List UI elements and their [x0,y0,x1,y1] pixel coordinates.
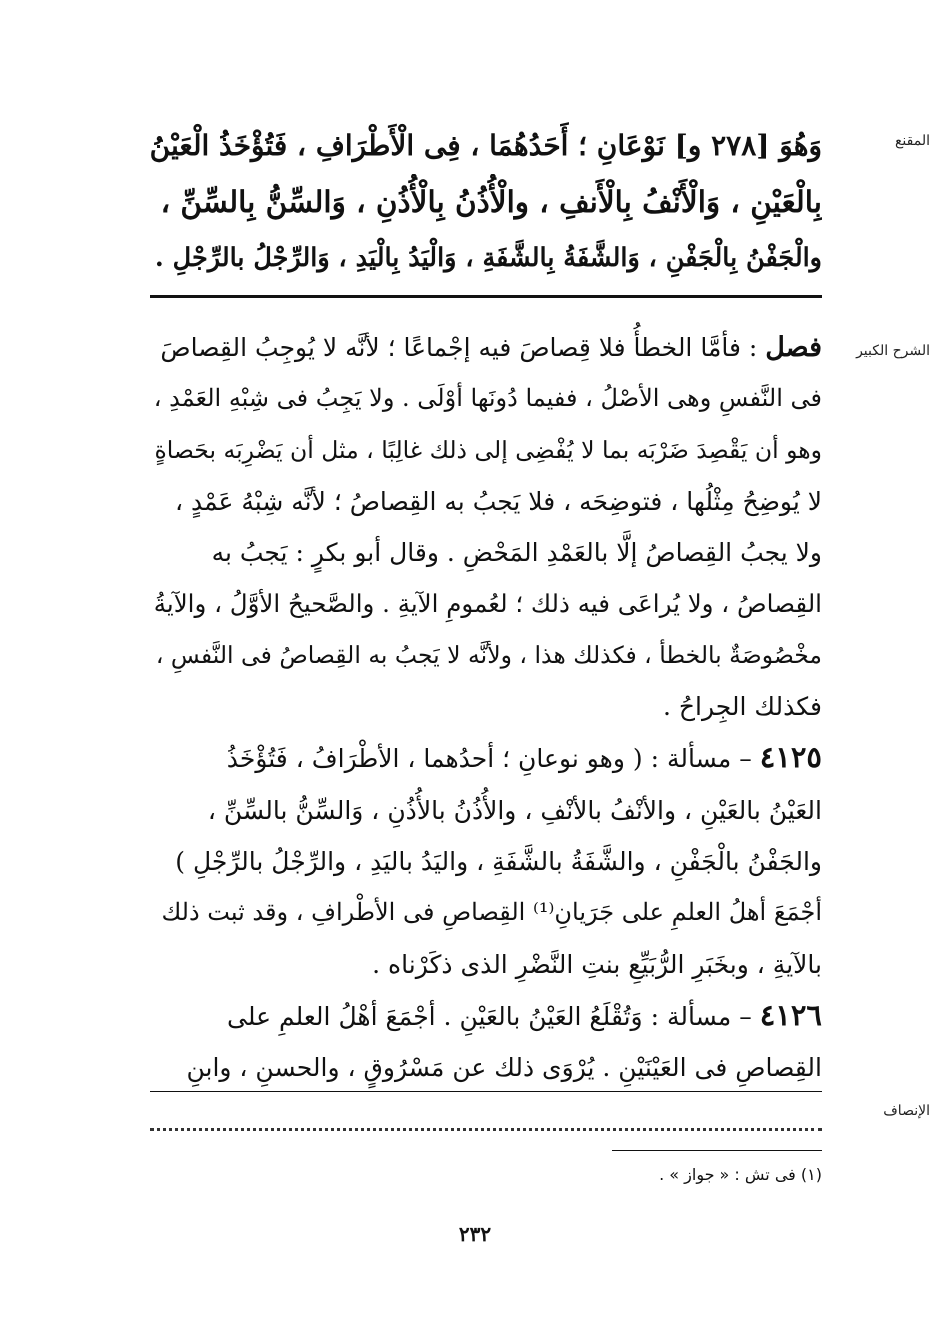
footnote: (١) فى تش : « جواز » . [659,1165,822,1184]
sharh-line: العَيْنُ بالعَيْنِ ، والأنْفُ بالأنْفِ ، والأُذُنُ بالأُذُنِ ، وَالسِّنُّ بالسِّنِّ ، [207,795,822,825]
sharh-line: مخْصُوصَةٌ بالخطأ ، فكذلك هذا ، ولأنَّه لا يَجبُ به القِصاصُ فى النَّفسِ ، [155,640,822,669]
issue-text: – مسألة : وَتُقْلَعُ العَيْنُ بالعَيْنِ . أجْمَعَ أهْلُ العلمِ على [226,1001,760,1031]
sharh-text [150,322,822,1093]
sharh-line: فكذلك الجِراحُ . [663,692,822,722]
matn-line: بِالْعَيْنِ ، وَالْأَنْفُ بِالْأَنفِ ، والْأُذُنُ بِالْأُذُنِ ، وَالسِّنُّ بِالسِّنِّ ، [160,184,822,219]
sharh-line: بالآيةِ ، وبخَبَرِ الرُّبَيِّعِ بنتِ النَّضْرِ الذى ذكَرْناه . [372,949,822,979]
sharh-line: وهو أن يَقْصِدَ ضَرْبَه بما لا يُفْضِى إلى ذلك غالِبًا ، مثل أن يَضْرِبَه بحَصاةٍ [154,435,822,464]
margin-label-sharh: الشرح الكبير [856,343,930,359]
sharh-line: القِصاصِ فى العَيْنَيْنِ . يُرْوَى ذلك عن مَسْرُوقٍ ، والحسنِ ، وابنِ [186,1053,822,1083]
issue-heading-line [150,732,822,784]
issue-text: – مسألة : ( وهو نوعانِ ؛ أحدُهما ، الأطْرَافُ ، فَتُؤْخَذُ [226,744,760,774]
matn-line: وَهُوَ [٢٧٨ و] نَوْعَانِ ؛ أَحَدُهُمَا ، فِى الْأَطْرَافِ ، فَتُؤْخَذُ الْعَيْنُ [150,129,822,162]
sharh-line: والجَفْنُ بالْجَفْنِ ، والشَّفَةُ بالشَّفَةِ ، واليَدُ باليَدِ ، والرِّجْلُ بالرِّجْلِ ) [175,846,822,876]
sharh-line: أجْمَعَ أهلُ العلمِ على جَرَيانِ⁽¹⁾ القِصاصِ فى الأطْرافِ ، وقد ثبت ذلك [161,898,822,927]
margin-label-insaf: الإنصاف [883,1103,930,1119]
sharh-line [150,322,822,373]
matn-line: والْجَفْنُ بِالْجَفْنِ ، وَالشَّفَةُ بِالشَّفَةِ ، وَالْيَدُ بِالْيَدِ ، وَالرِّجْلُ بالرِّجْلِ . [154,243,822,273]
sharh-line: لا يُوضِحُ مِثْلُها ، فتوضِحَه ، فلا يَجبُ به القِصاصُ ؛ لأنَّه شِبْهُ عَمْدٍ ، [174,486,822,516]
insaf-dotted-line [150,1108,822,1131]
issue-heading-line [150,990,822,1042]
margin-label-muqni: المقنع [894,133,930,149]
matn-text [150,118,822,286]
sharh-line: القِصاصُ ، ولا يُراعَى فيه ذلك ؛ لعُمومِ الآيةِ . والصَّحيحُ الأوَّلُ ، والآيةُ [153,589,822,619]
insaf-divider [150,1091,822,1092]
section-divider [150,295,822,298]
sharh-line-text: : فأمَّا الخطأُ فلا قِصاصَ فيه إجْماعًا ؛ لأنَّه لا يُوجِبُ القِصاصَ [160,333,766,362]
sharh-line: ولا يجبُ القِصاصُ إلَّا بالعَمْدِ المَحْضِ . وقال أبو بكرٍ : يَجبُ به [211,538,822,568]
footnote-divider [612,1150,822,1151]
fasl-heading: فصل [765,332,822,363]
issue-number: ٤١٢٦ [759,997,822,1032]
issue-number: ٤١٢٥ [759,740,822,775]
sharh-line: فى النَّفسِ وهى الأصْلُ ، ففيما دُونَها أوْلَى . ولا يَجِبُ فى شِبْهِ العَمْدِ ، [153,384,822,413]
page-number: ٢٣٢ [458,1222,492,1246]
